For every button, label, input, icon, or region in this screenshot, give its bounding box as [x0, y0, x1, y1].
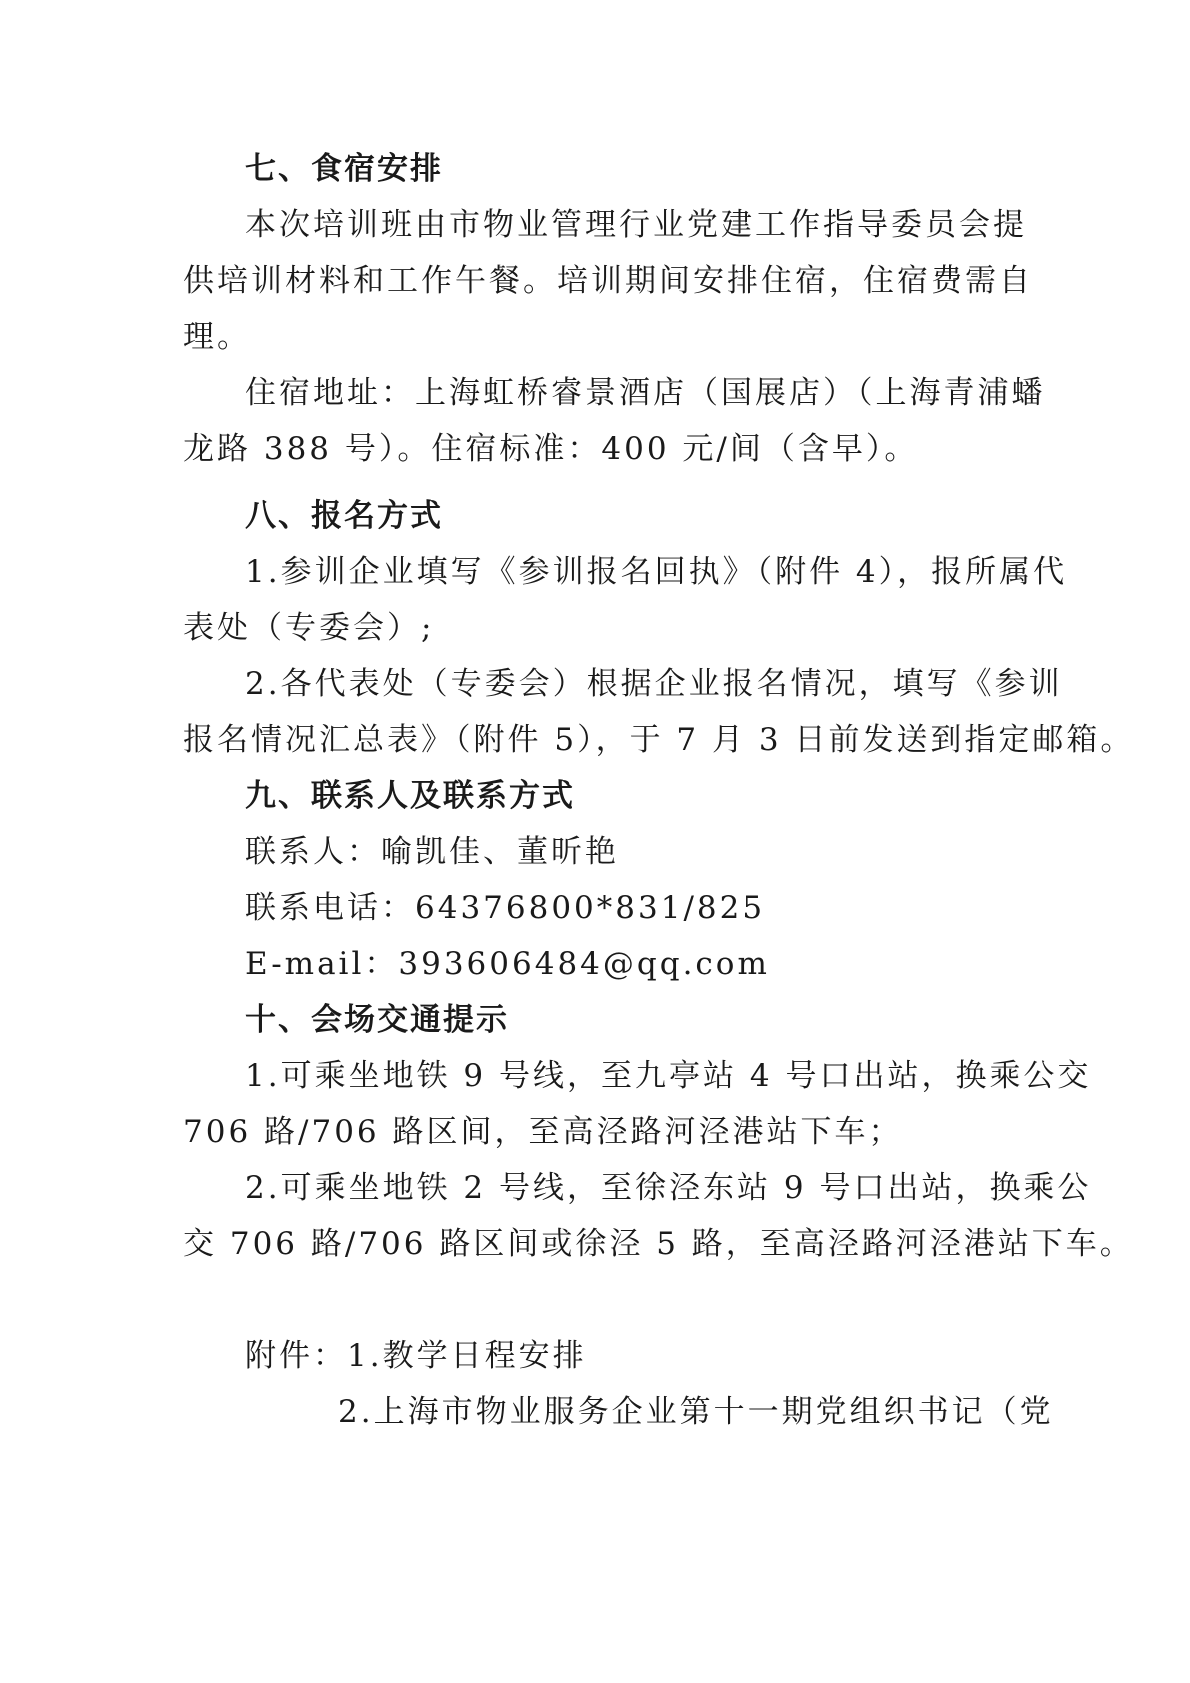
- contact-email: E-mail：393606484@qq.com: [245, 946, 770, 982]
- paragraph-line: 供培训材料和工作午餐。培训期间安排住宿，住宿费需自: [183, 263, 1033, 299]
- section-heading-10: 十、会场交通提示: [245, 1002, 509, 1038]
- paragraph-line: 表处（专委会）;: [183, 610, 435, 646]
- paragraph-line: 龙路 388 号）。住宿标准：400 元/间（含早）。: [183, 431, 919, 467]
- paragraph-line: 2.可乘坐地铁 2 号线，至徐泾东站 9 号口出站，换乘公: [245, 1170, 1092, 1206]
- paragraph-line: 住宿地址：上海虹桥睿景酒店（国展店）（上海青浦蟠: [245, 375, 1046, 411]
- contact-phone: 联系电话：64376800*831/825: [245, 890, 766, 926]
- paragraph-line: 1.参训企业填写《参训报名回执》（附件 4），报所属代: [245, 554, 1068, 590]
- paragraph-line: 本次培训班由市物业管理行业党建工作指导委员会提: [245, 207, 1027, 243]
- section-heading-8: 八、报名方式: [245, 498, 443, 534]
- paragraph-line: 交 706 路/706 路区间或徐泾 5 路，至高泾路河泾港站下车。: [183, 1226, 1134, 1262]
- attachments-label: 附件：1.教学日程安排: [245, 1338, 587, 1374]
- contact-person: 联系人：喻凯佳、董昕艳: [245, 834, 619, 870]
- section-heading-9: 九、联系人及联系方式: [245, 778, 575, 814]
- attachment-item: 2.上海市物业服务企业第十一期党组织书记（党: [338, 1394, 1054, 1430]
- paragraph-line: 理。: [183, 319, 251, 355]
- paragraph-line: 2.各代表处（专委会）根据企业报名情况，填写《参训: [245, 666, 1063, 702]
- section-heading-7: 七、食宿安排: [245, 151, 443, 187]
- paragraph-line: 706 路/706 路区间，至高泾路河泾港站下车；: [183, 1114, 903, 1150]
- paragraph-line: 1.可乘坐地铁 9 号线，至九亭站 4 号口出站，换乘公交: [245, 1058, 1092, 1094]
- paragraph-line: 报名情况汇总表》（附件 5），于 7 月 3 日前发送到指定邮箱。: [183, 722, 1135, 758]
